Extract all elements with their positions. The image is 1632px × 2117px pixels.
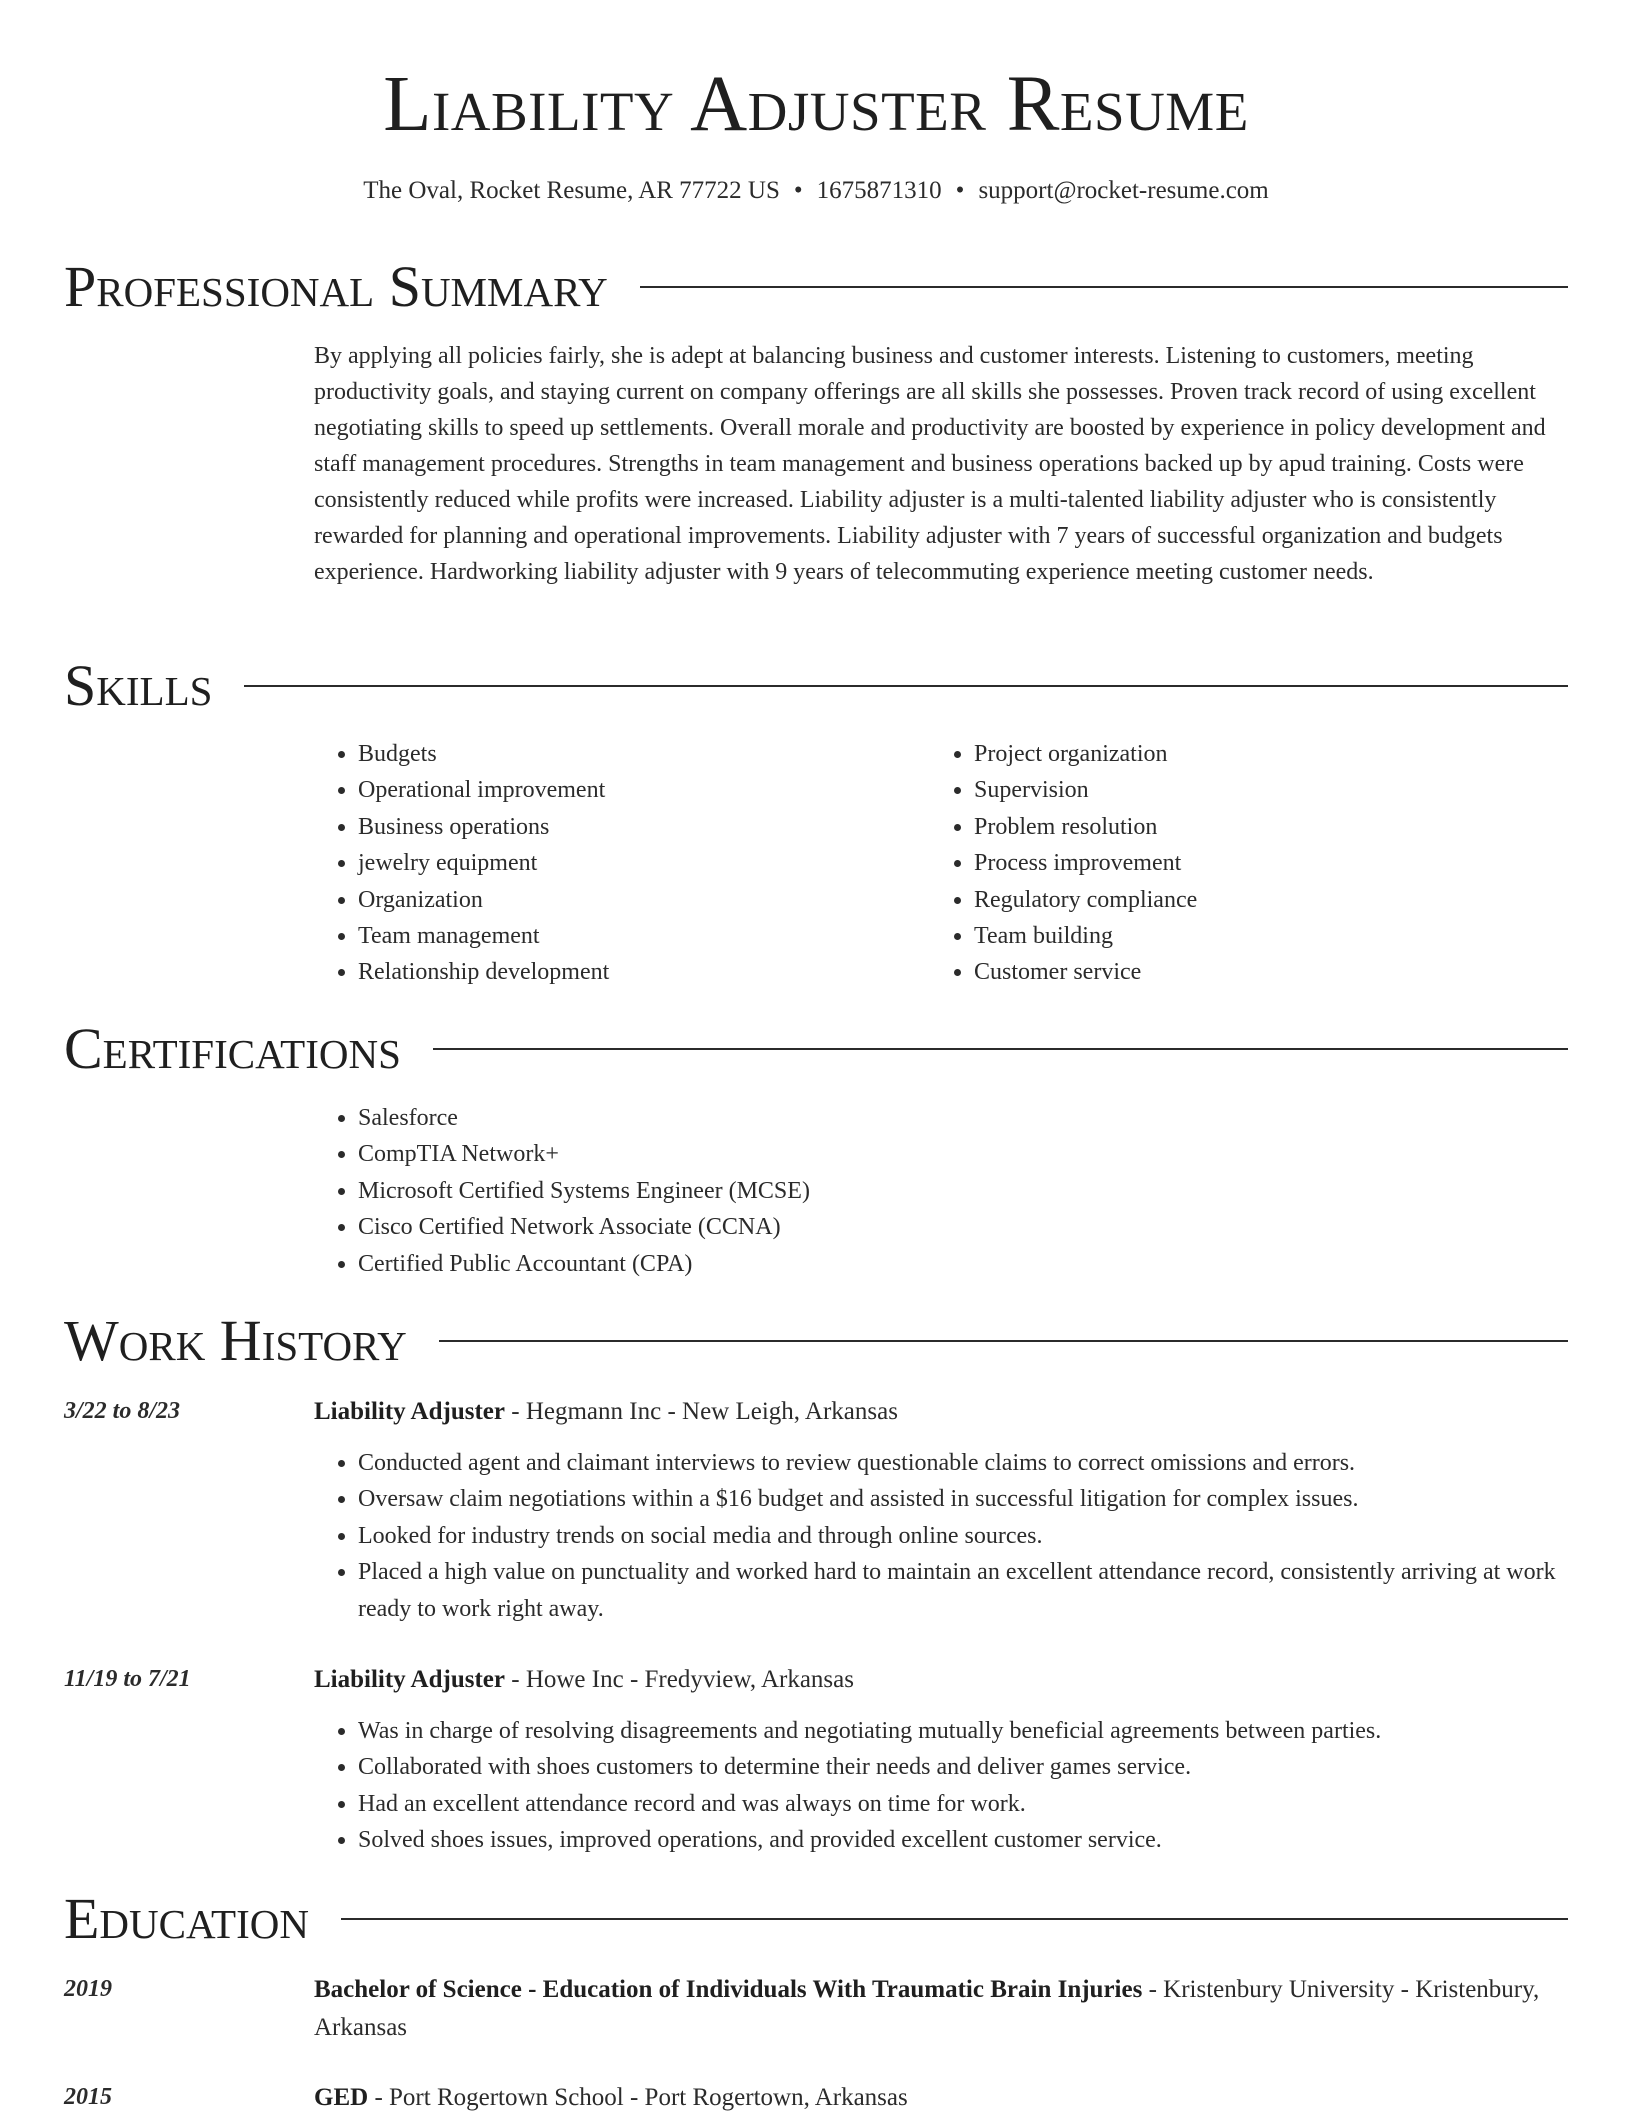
skill-item: • Business operations [358,809,914,845]
duty-item: • Collaborated with shoes customers to determine their needs and deliver games service. [358,1749,1568,1785]
certifications-section-header [64,1016,1568,1082]
section-divider [640,286,1568,288]
section-divider [244,685,1568,687]
job-employer: - Howe Inc - Fredyview, Arkansas [505,1666,854,1693]
skills-section-header [64,653,1568,719]
contact-email: support@rocket-resume.com [978,177,1269,204]
job-title: Liability Adjuster [314,1398,505,1425]
skills-right-column [930,736,1530,991]
skill-item: • Customer service [974,954,1530,990]
certification-item: • CompTIA Network+ [358,1136,1568,1172]
duty-item: • Looked for industry trends on social media and through online sources. [358,1518,1568,1554]
certification-item: • Cisco Certified Network Associate (CCNA) [358,1209,1568,1245]
summary-text: By applying all policies fairly, she is adept at balancing business and customer interests. Listening to customers, meeting productivity goals, and staying current on company offerings are all skills she possesses. Proven track record of using excellent negotiating skills to speed up settlements. Overall morale and productivity are boosted by experience in policy development and staff management procedures. Strengths in team management and business operations backed up by apud training. Costs were consistently reduced while profits were increased. Liability adjuster is a multi-talented liability adjuster who is consistently rewarded for planning and operational improvements. Liability adjuster with 7 years of successful organization and budgets experience. Hardworking liability adjuster with 9 years of telecommuting experience meeting customer needs. [314,343,1546,585]
duty-item: • Had an excellent attendance record and was always on time for work. [358,1786,1568,1822]
duty-item: • Placed a high value on punctuality and worked hard to maintain an excellent attendance record, consistently arriving at work ready to work right away. [358,1554,1568,1627]
work-section-header [64,1308,1568,1374]
duty-item: • Oversaw claim negotiations within a $16 budget and assisted in successful litigation for complex issues. [358,1481,1568,1517]
job-duties [314,1713,1568,1859]
education-section-header [64,1886,1568,1952]
education-school: - Kristenbury University - Kristenbury, Arkansas [314,1976,1540,2041]
education-headline [314,1971,1568,2047]
skill-item: • Budgets [358,736,914,772]
skills-left-column [314,736,914,991]
resume-title: Liability Adjuster Resume [383,61,1249,148]
duty-item: • Conducted agent and claimant interviews to review questionable claims to correct omissions and errors. [358,1445,1568,1481]
work-heading: Work History [64,1308,407,1373]
skill-item: • jewelry equipment [358,845,914,881]
duty-item: • Was in charge of resolving disagreements and negotiating mutually beneficial agreements between parties. [358,1713,1568,1749]
section-divider [439,1340,1568,1342]
summary-section-header [64,254,1568,320]
contact-separator: • [793,177,803,204]
contact-line [0,175,1632,207]
education-heading: Education [64,1886,309,1951]
skill-item: • Problem resolution [974,809,1530,845]
duty-item: • Solved shoes issues, improved operations, and provided excellent customer service. [358,1822,1568,1858]
skill-item: • Operational improvement [358,772,914,808]
skill-item: • Team building [974,918,1530,954]
skill-item: • Relationship development [358,954,914,990]
job-dates: 11/19 to 7/21 [64,1666,191,1692]
education-school: - Port Rogertown School - Port Rogertown, Arkansas [368,2084,908,2111]
education-degree: Bachelor of Science - Education of Individuals With Traumatic Brain Injuries [314,1976,1143,2003]
job-employer: - Hegmann Inc - New Leigh, Arkansas [505,1398,898,1425]
job-headline [314,1393,1568,1431]
skill-item: • Team management [358,918,914,954]
certifications-list [314,1100,1568,1282]
certifications-heading: Certifications [64,1016,401,1081]
education-headline [314,2079,1568,2117]
skills-heading: Skills [64,653,213,718]
section-divider [341,1918,1568,1920]
certification-item: • Certified Public Accountant (CPA) [358,1246,1568,1282]
job-duties [314,1445,1568,1627]
contact-separator: • [955,177,965,204]
job-dates: 3/22 to 8/23 [64,1398,181,1424]
certification-item: • Salesforce [358,1100,1568,1136]
section-divider [433,1048,1568,1050]
skill-item: • Project organization [974,736,1530,772]
skill-item: • Regulatory compliance [974,882,1530,918]
skill-item: • Process improvement [974,845,1530,881]
education-year: 2019 [64,1976,112,2002]
job-headline [314,1661,1568,1699]
job-title: Liability Adjuster [314,1666,505,1693]
skill-item: • Supervision [974,772,1530,808]
education-degree: GED [314,2084,369,2111]
skill-item: • Organization [358,882,914,918]
certification-item: • Microsoft Certified Systems Engineer (MCSE) [358,1173,1568,1209]
contact-phone: 1675871310 [816,177,942,204]
education-year: 2015 [64,2084,112,2110]
summary-heading: Professional Summary [64,254,608,319]
contact-address: The Oval, Rocket Resume, AR 77722 US [363,177,780,204]
